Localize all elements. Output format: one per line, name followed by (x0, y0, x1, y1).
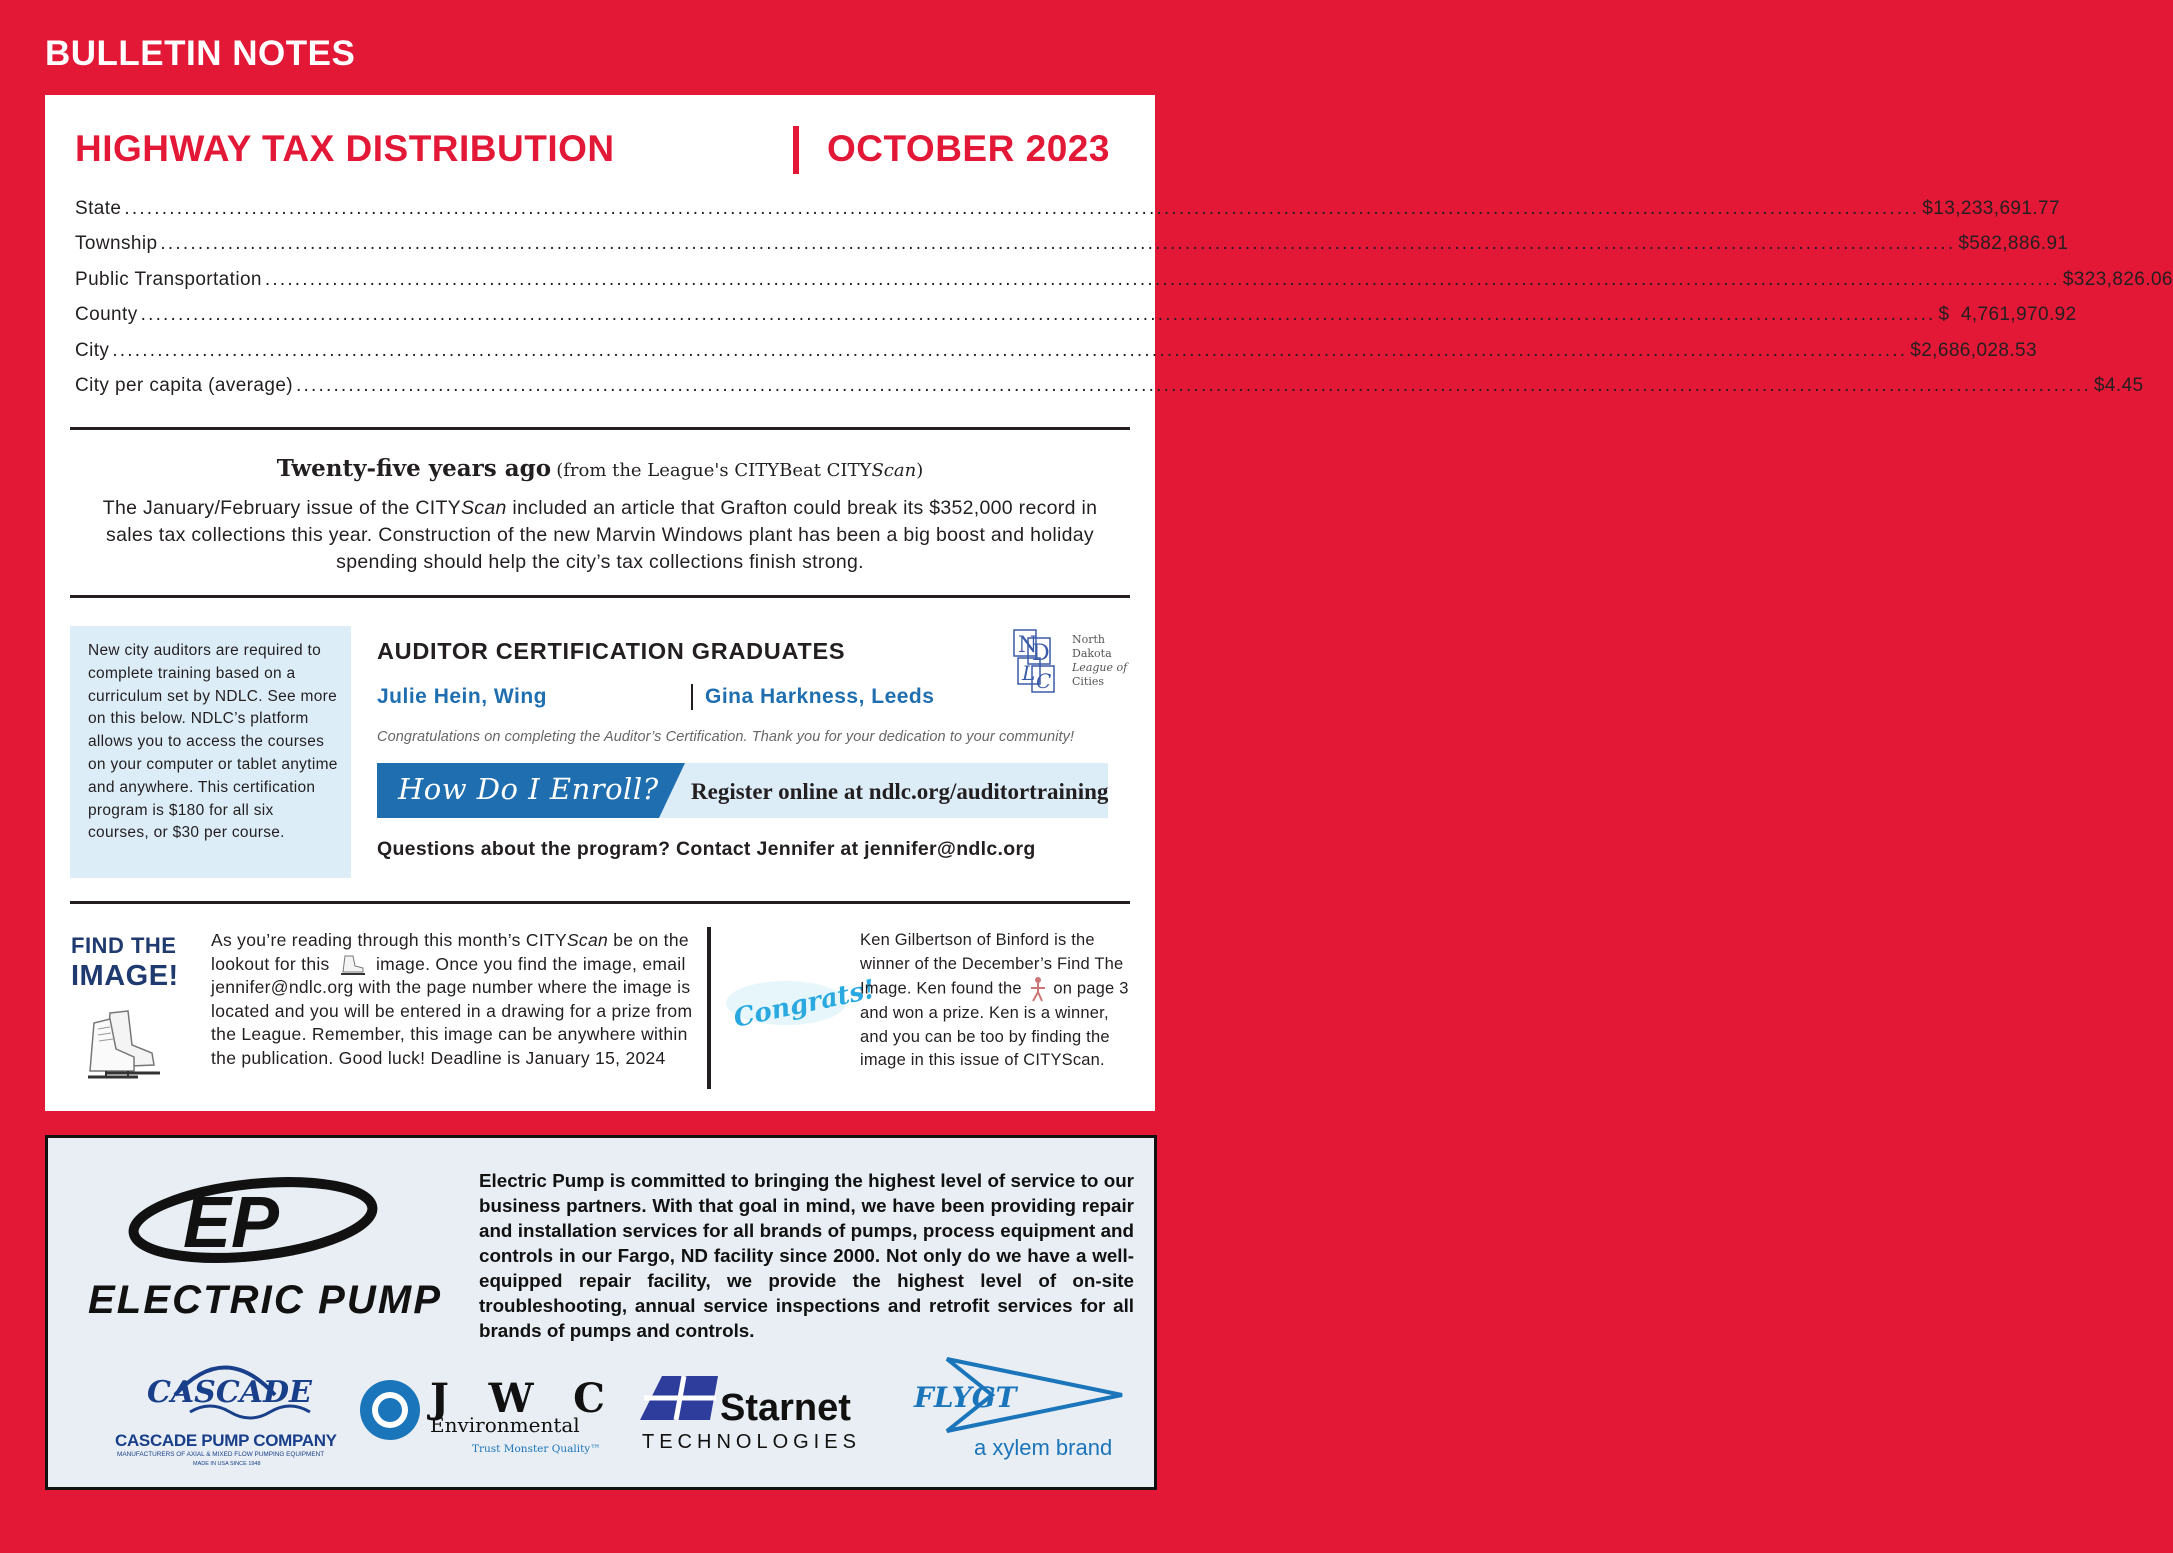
register-link[interactable]: Register online at ndlc.org/auditortraining (691, 779, 1109, 804)
section-rule (70, 427, 1130, 430)
ndlc-logo (1010, 628, 1130, 694)
tax-row-label: Public Transportation (75, 268, 262, 290)
find-heading-1: FIND THE (71, 933, 177, 958)
auditor-sidebar-text: New city auditors are required to complete training based on a curriculum set by NDLC. See more on this below. NDLC’s platform allows you to access the courses on your computer or tablet anytime and anywhere. This certification program is $180 for all six courses, or $30 per course. (88, 642, 338, 842)
tax-row-value: $ 4,761,970.92 (1938, 304, 2077, 326)
congrats-line: Congratulations on completing the Auditor’s Certification. Thank you for your dedication to your community! (377, 729, 1075, 745)
find-body-part: As you’re reading through this month’s CITY (211, 930, 567, 950)
flygt-name: FLYGT (914, 1381, 1017, 1414)
title-divider (793, 126, 799, 174)
tax-table (75, 198, 2173, 410)
tax-row-value: $323,826.06 (2062, 268, 2173, 290)
logo-text: Dakota (1072, 647, 1112, 660)
leader-dots (160, 233, 1955, 255)
graduate-name: Gina Harkness, Leeds (705, 685, 935, 708)
tax-title: HIGHWAY TAX DISTRIBUTION (75, 128, 615, 169)
leader-dots (296, 375, 2091, 397)
tax-row-value: $582,886.91 (1958, 233, 2069, 255)
questions-text: Questions about the program? Contact Jennifer at jennifer@ndlc.org (377, 838, 1036, 860)
tax-row-label: City per capita (average) (75, 374, 294, 396)
cascade-name: CASCADE PUMP COMPANY (115, 1431, 337, 1450)
logo-text: Cities (1072, 675, 1105, 688)
find-body-part: image. Once you find the image, email jennifer@ndlc.org with the page number where the image is located and you will be entered in a drawing for a prize from the League. Remember, this image can be anywhere within the publication. Good luck! Deadline is January 15, 2024 (211, 953, 693, 1068)
cascade-made: MADE IN USA SINCE 1948 (193, 1461, 261, 1467)
auditor-sidebar (70, 626, 351, 878)
leader-dots (124, 198, 1919, 220)
tax-row (75, 198, 2060, 233)
flygt-sub: a xylem brand (974, 1435, 1113, 1460)
tax-row (75, 304, 2077, 339)
ago-source-prefix: (from the League's CITYBeat CITY (556, 460, 872, 481)
cascade-tag: MANUFACTURERS OF AXIAL & MIXED FLOW PUMPING EQUIPMENT (117, 1451, 325, 1458)
starnet-logo (640, 1372, 875, 1457)
winner-part: on page 3 and won a prize. Ken is a winner, and you can be too by finding the image in this issue of CITYScan. (860, 979, 1129, 1069)
ep-letters: EP (183, 1183, 280, 1263)
tax-row-label: State (75, 198, 122, 219)
ago-source (556, 460, 923, 481)
ago-body-part: included an article that Grafton could break its $352,000 record in sales tax collections this year. Construction of the new Marvin Windows plant has been a big boost and holiday spending should help the city’s tax collections finish strong. (106, 497, 1098, 573)
auditor-title: AUDITOR CERTIFICATION GRADUATES (377, 638, 846, 664)
tax-row (75, 233, 2069, 268)
find-body (211, 929, 696, 1070)
starnet-sub: TECHNOLOGIES (642, 1431, 861, 1453)
tax-row-label: Township (75, 233, 158, 255)
find-heading-2: IMAGE! (71, 960, 179, 992)
ago-body (95, 495, 1105, 576)
column-divider (707, 927, 711, 1089)
ep-name: ELECTRIC PUMP (88, 1278, 440, 1322)
tax-row (75, 268, 2173, 304)
starnet-name: Starnet (720, 1387, 851, 1429)
graduate-divider (691, 684, 693, 710)
electric-pump-logo (88, 1175, 443, 1320)
tax-row-value: $13,233,691.77 (1922, 198, 2060, 219)
svg-text:D: D (1032, 641, 1050, 666)
ice-skate-icon (80, 1005, 180, 1085)
ago-source-suffix: ) (916, 460, 924, 481)
flygt-logo (912, 1355, 1127, 1465)
svg-text:C: C (1036, 669, 1052, 693)
tax-row (75, 339, 2037, 375)
ballerina-icon (1027, 976, 1049, 1002)
ago-body-italic: Scan (461, 497, 507, 519)
jwc-tag: Trust Monster Quality™ (472, 1443, 601, 1455)
ago-title: Twenty-five years ago (276, 455, 552, 482)
ago-source-italic: Scan (871, 460, 917, 481)
section-rule (70, 901, 1130, 904)
tax-period: OCTOBER 2023 (827, 128, 1110, 169)
winner-part: Ken Gilbertson of Binford is the winner of the December’s Find The Image. Ken found the (860, 931, 1124, 998)
svg-text:L: L (1022, 661, 1036, 685)
ice-skate-icon (335, 954, 371, 976)
tax-row (75, 374, 2144, 410)
leader-dots (265, 269, 2060, 291)
enroll-label: How Do I Enroll? (398, 772, 659, 806)
svg-text:N: N (1018, 633, 1038, 658)
jwc-name: JWC (430, 1375, 605, 1422)
find-body-part: be on the lookout for this (211, 930, 689, 974)
congrats-text: Congrats! (731, 974, 878, 1034)
congrats-graphic (724, 968, 878, 1038)
tax-row-value: $4.45 (2093, 374, 2144, 396)
logo-text: North (1072, 633, 1106, 646)
jwc-logo (358, 1370, 613, 1465)
jwc-sub: Environmental (430, 1413, 580, 1437)
leader-dots (112, 340, 1907, 362)
logo-text: League of (1072, 661, 1128, 674)
find-body-italic: Scan (566, 930, 609, 950)
tax-row-label: City (75, 339, 110, 361)
tax-row-value: $2,686,028.53 (1910, 339, 2037, 361)
ad-body: Electric Pump is committed to bringing the highest level of service to our business partners. With that goal in mind, we have been providing repair and installation services for all brands of pumps, process equipment and controls in our Fargo, ND facility since 2000. Not only do we have a well-equipped repair facility, we provide the highest level of on-site troubleshooting, annual service inspections and retrofit services for all brands of pumps and controls. (479, 1170, 1134, 1341)
winner-text (860, 929, 1130, 1073)
graduate-name: Julie Hein, Wing (377, 685, 547, 708)
cascade-script: CASCADE (147, 1375, 312, 1410)
leader-dots (141, 304, 1936, 326)
cascade-logo (115, 1350, 340, 1470)
ago-body-part: The January/February issue of the CITY (102, 497, 461, 519)
section-rule (70, 595, 1130, 598)
tax-row-label: County (75, 304, 138, 326)
ago-heading (0, 455, 1200, 482)
section-header: BULLETIN NOTES (45, 34, 356, 73)
